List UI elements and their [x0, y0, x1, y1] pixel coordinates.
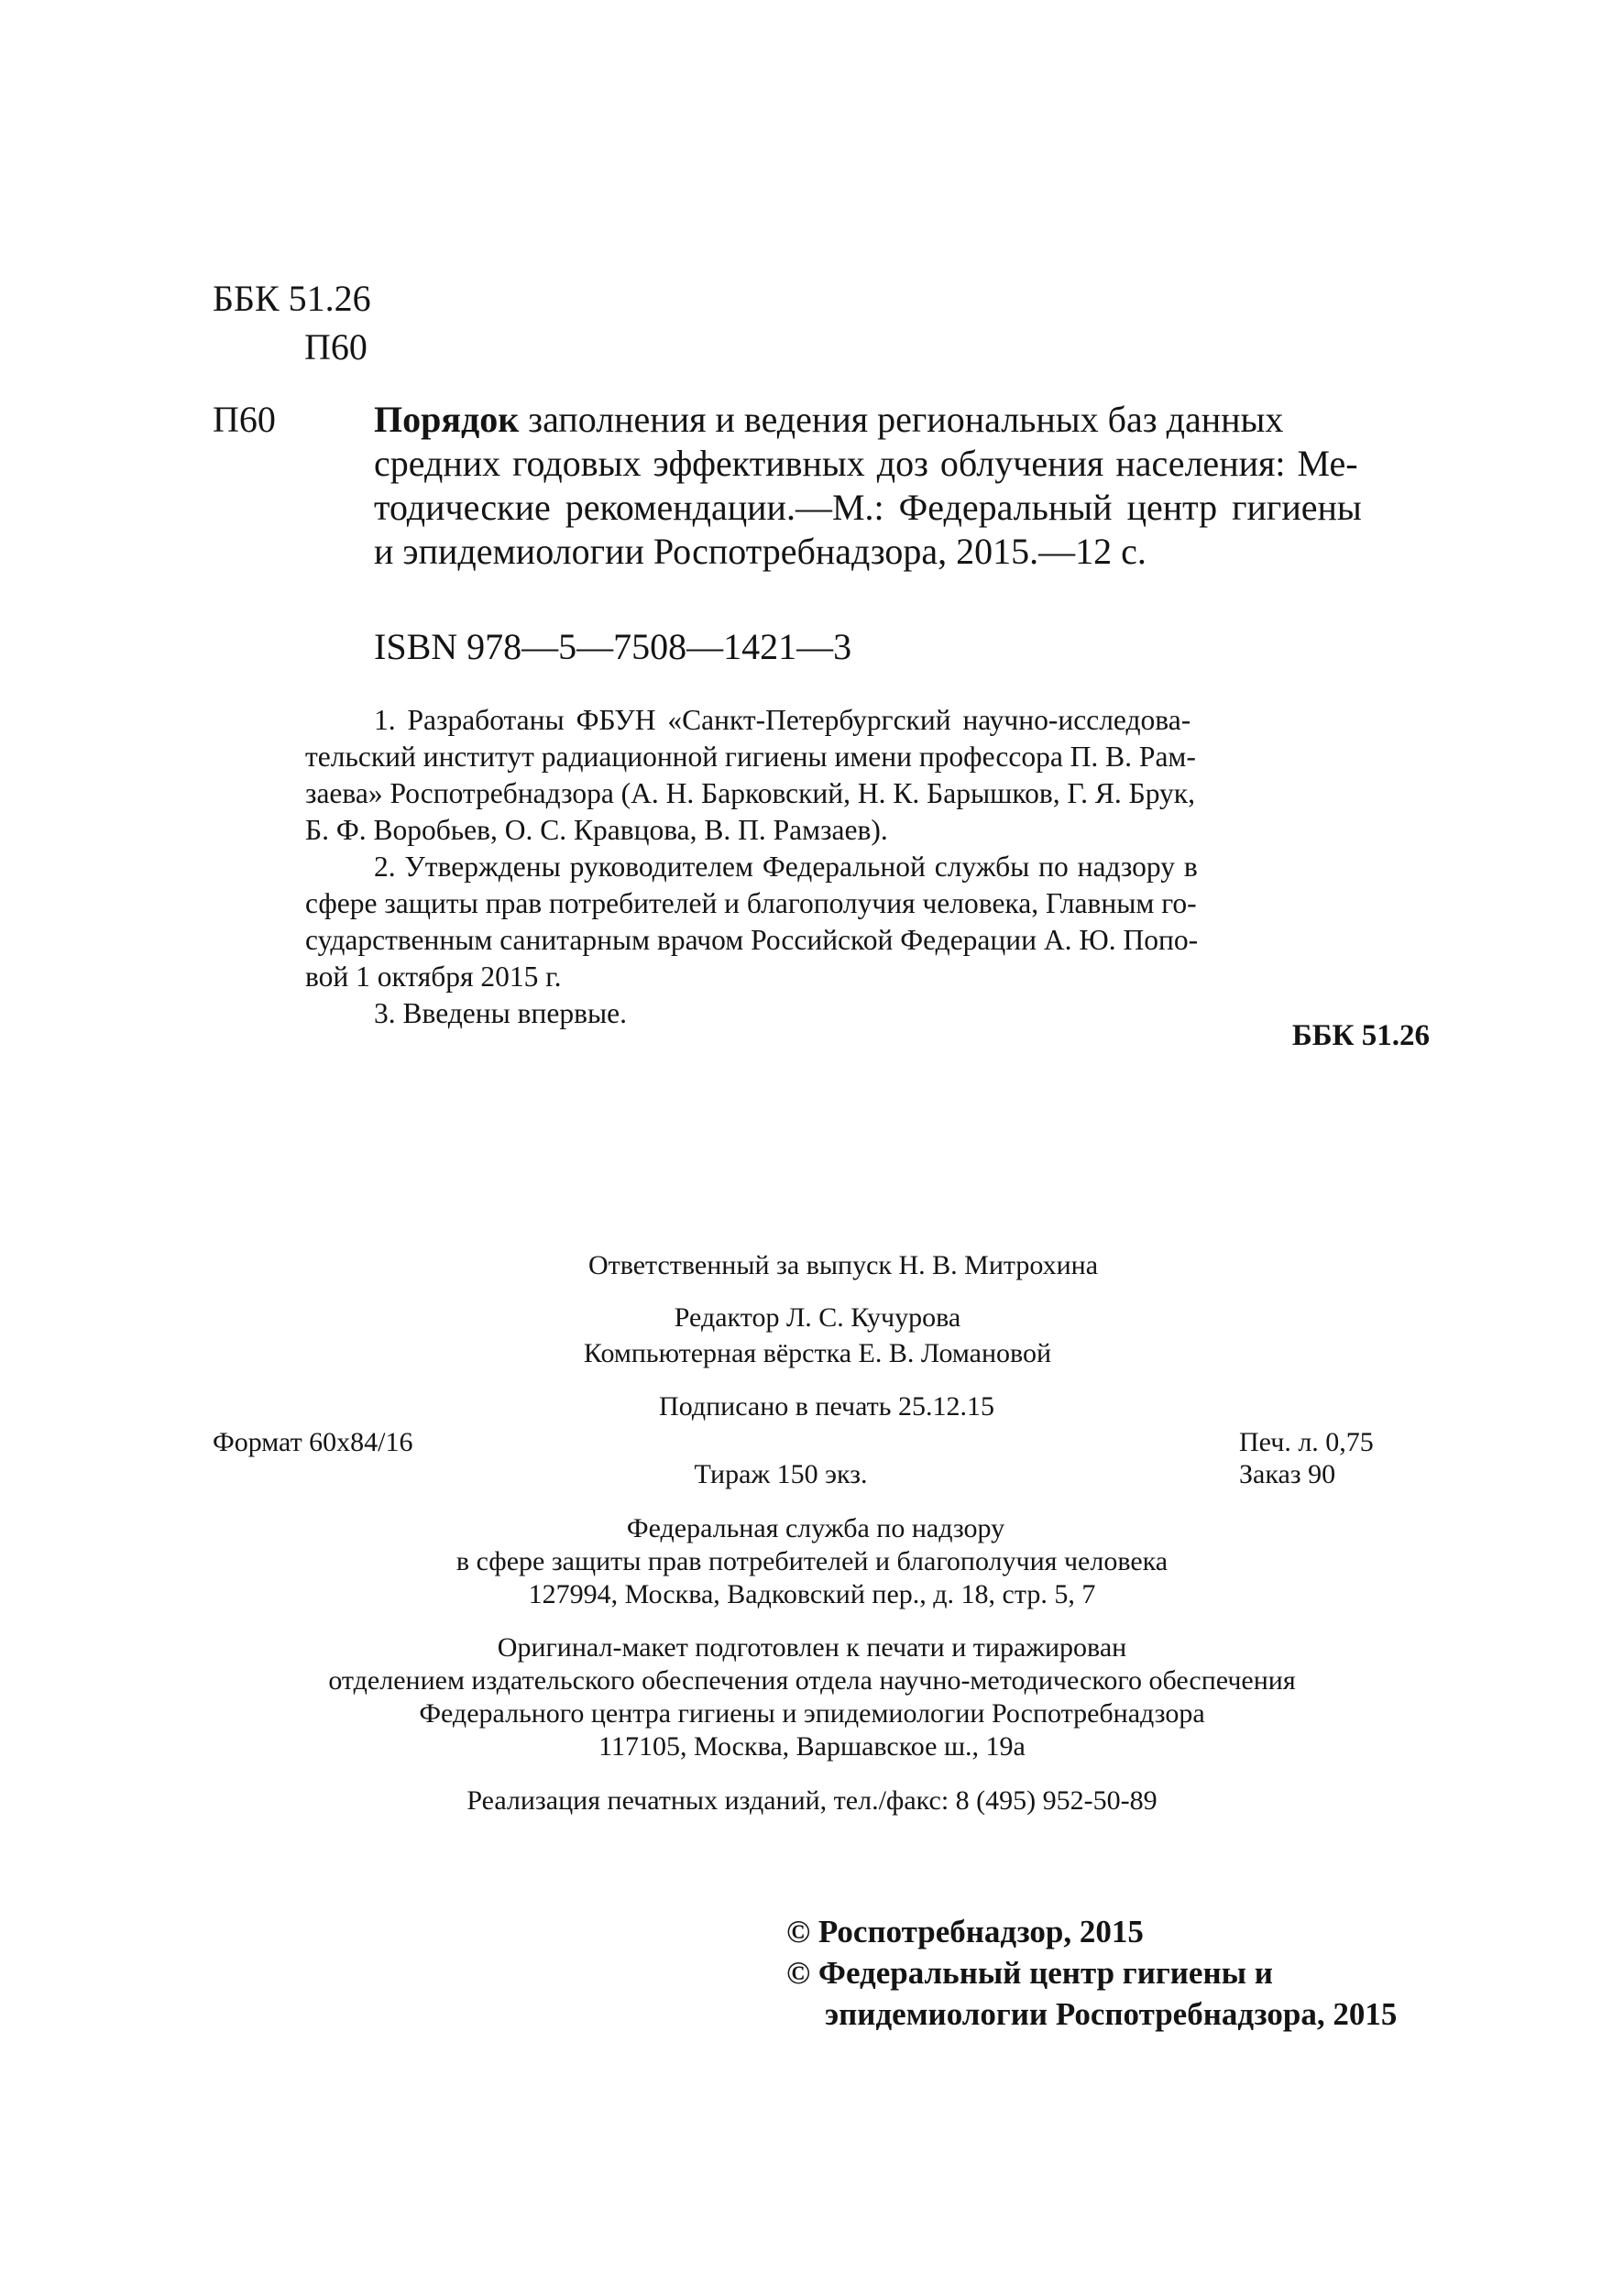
entry-title: Порядок	[374, 399, 520, 440]
bbk-index-bottom: ББК 51.26	[1291, 1019, 1430, 1052]
print-run: Тираж 150 экз.	[694, 1459, 868, 1489]
publisher-address: 127994, Москва, Вадковский пер., д. 18, стр. 5, 7	[528, 1579, 1096, 1609]
isbn: ISBN 978—5—7508—1421—3	[374, 626, 852, 667]
note-1-line-1: 1. Разработаны ФБУН «Санкт-Петербургский научно-исследова-	[374, 704, 1191, 736]
note-2-line-2: сфере защиты прав потребителей и благополучия человека, Главным го-	[305, 887, 1197, 919]
entry-line-3: тодические рекомендации.—М.: Федеральный центр гигиены	[374, 487, 1362, 528]
printer-line-3: Федерального центра гигиены и эпидемиологии Роспотребнадзора	[419, 1698, 1205, 1729]
copyright-2-cont: эпидемиологии Роспотребнадзора, 2015	[825, 1996, 1398, 2032]
author-sign: П60	[304, 326, 368, 368]
responsible-person: Ответственный за выпуск Н. В. Митрохина	[587, 1250, 1099, 1280]
copyright-2: © Федеральный центр гигиены и	[786, 1955, 1273, 1991]
printer-line-1: Оригинал-макет подготовлен к печати и тиражирован	[497, 1632, 1127, 1663]
printer-address: 117105, Москва, Варшавское ш., 19а	[598, 1731, 1026, 1762]
note-1-line-4: Б. Ф. Воробьев, О. С. Кравцова, В. П. Рамзаев).	[305, 814, 888, 846]
entry-line-1	[374, 398, 1347, 442]
note-2-line-3: сударственным санитарным врачом Российской Федерации А. Ю. Попо-	[305, 924, 1199, 956]
entry-line-4: и эпидемиологии Роспотребнадзора, 2015.—12 с.	[374, 531, 1147, 572]
note-1-line-2: тельский институт радиационной гигиены имени профессора П. В. Рам-	[305, 741, 1196, 773]
paper-format: Формат 60x84/16	[213, 1427, 413, 1457]
layout-designer: Компьютерная вёрстка Е. В. Ломановой	[583, 1338, 1052, 1368]
printer-line-2: отделением издательского обеспечения отдела научно-методического обеспечения	[328, 1665, 1296, 1696]
note-3: 3. Введены впервые.	[374, 997, 628, 1029]
publisher-line-2: в сфере защиты прав потребителей и благополучия человека	[455, 1546, 1169, 1576]
sales-contact: Реализация печатных изданий, тел./факс: 8 (495) 952-50-89	[466, 1785, 1158, 1816]
signed-date: Подписано в печать 25.12.15	[659, 1391, 994, 1422]
publisher-line-1: Федеральная служба по надзору	[626, 1513, 1005, 1543]
entry-line-2: средних годовых эффективных доз облучения населения: Ме-	[374, 443, 1358, 484]
bbk-index: ББК 51.26	[213, 278, 371, 319]
note-2-line-1: 2. Утверждены руководителем Федеральной службы по надзору в	[374, 851, 1198, 883]
order-number: Заказ 90	[1239, 1459, 1336, 1489]
entry-title-rest: заполнения и ведения региональных баз данных	[519, 399, 1284, 440]
copyright-1: © Роспотребнадзор, 2015	[786, 1914, 1144, 1949]
entry-author-sign: П60	[213, 399, 276, 440]
note-2-line-4: вой 1 октября 2015 г.	[305, 961, 562, 993]
printed-sheets: Печ. л. 0,75	[1239, 1427, 1374, 1457]
editor: Редактор Л. С. Кучурова	[674, 1302, 961, 1333]
note-1-line-3: заева» Роспотребнадзора (А. Н. Барковский, Н. К. Барышков, Г. Я. Брук,	[305, 777, 1195, 809]
